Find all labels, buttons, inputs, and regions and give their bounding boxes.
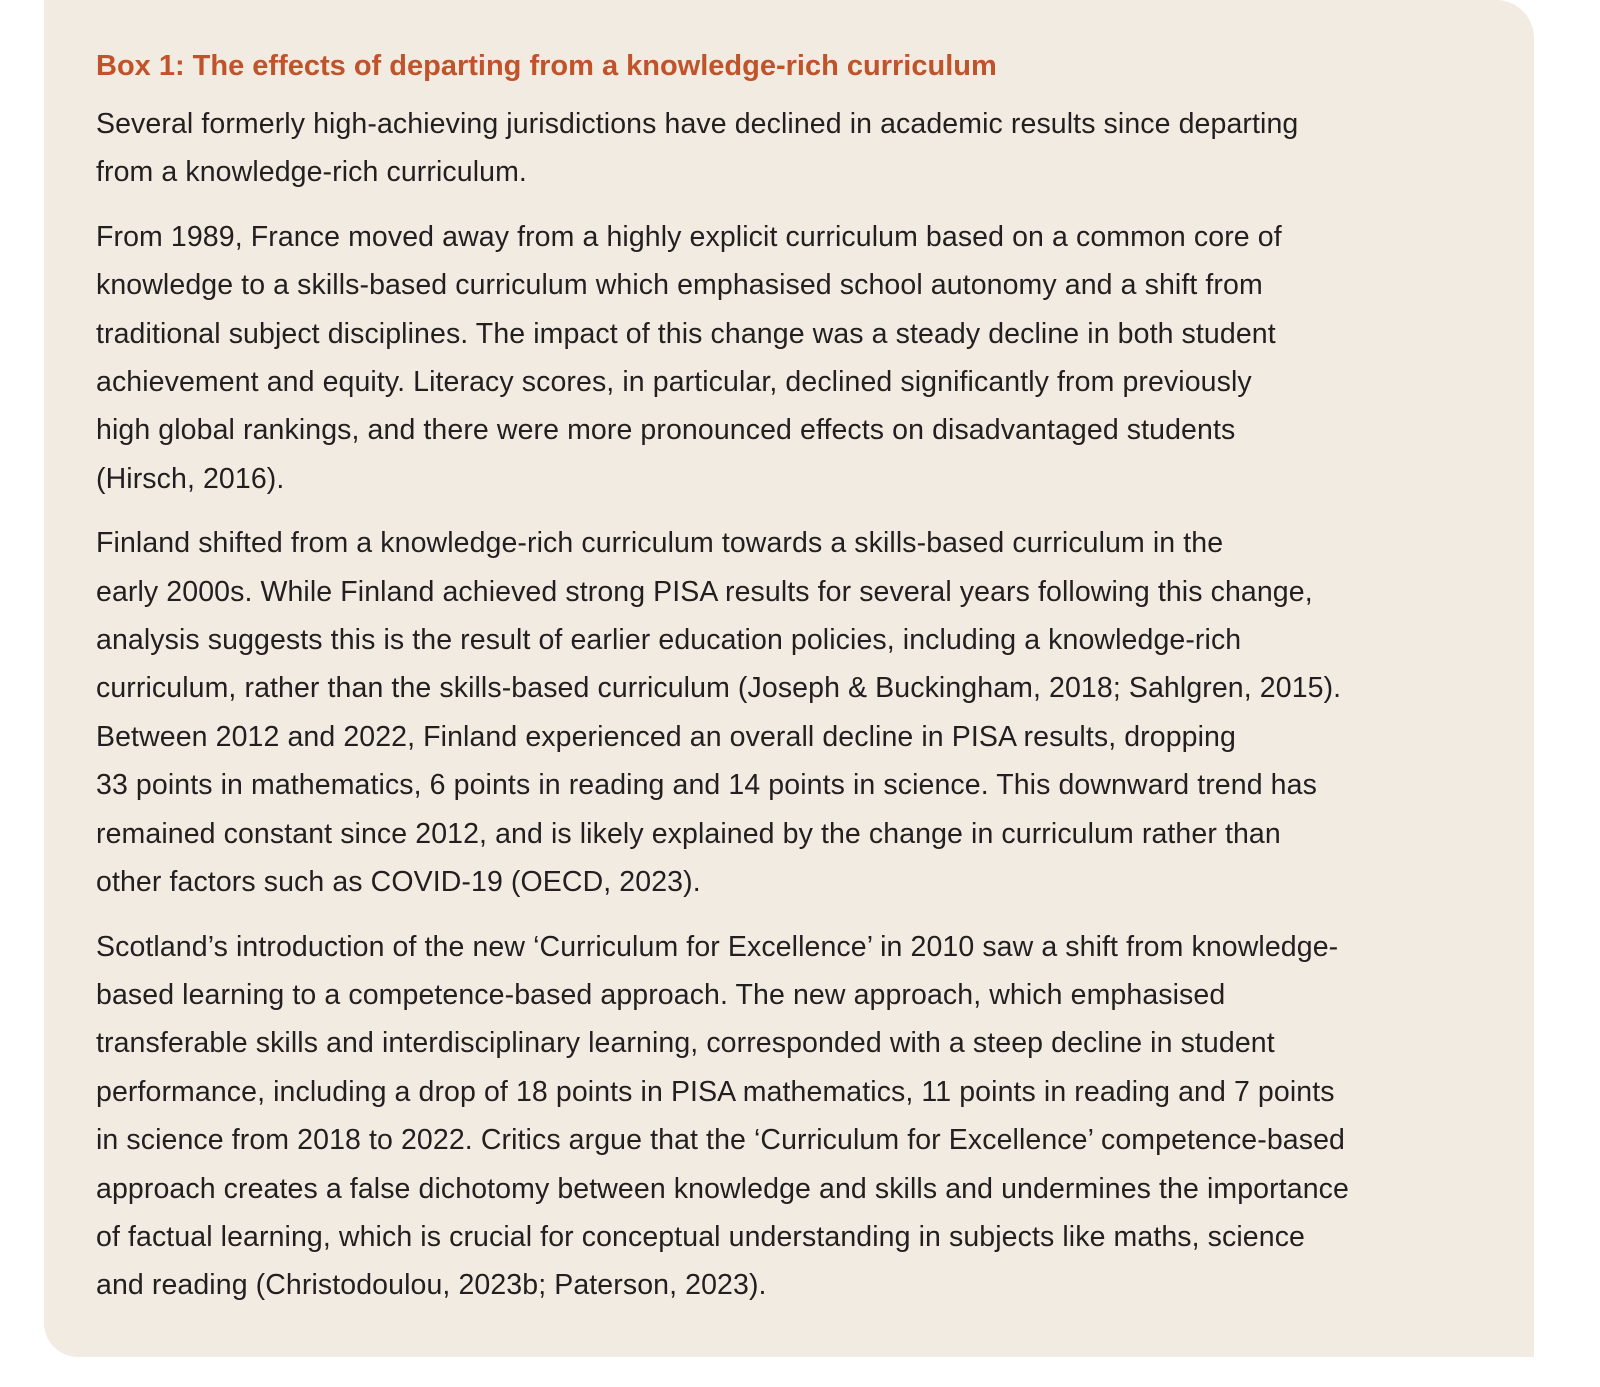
paragraph-line: analysis suggests this is the result of earlier education policies, including a knowledge-rich xyxy=(96,624,1242,657)
paragraph-intro xyxy=(96,100,1494,197)
paragraph-line: based learning to a competence-based approach. The new approach, which emphasised xyxy=(96,978,1226,1011)
paragraph-line: early 2000s. While Finland achieved strong PISA results for several years following this change, xyxy=(96,575,1313,608)
paragraph-line: achievement and equity. Literacy scores, in particular, declined significantly from previously xyxy=(96,366,1252,399)
paragraph-finland xyxy=(96,519,1494,906)
info-box xyxy=(44,0,1534,1357)
paragraph-line: of factual learning, which is crucial for conceptual understanding in subjects like maths, science xyxy=(96,1220,1306,1253)
paragraph-line: Several formerly high-achieving jurisdictions have declined in academic results since departing xyxy=(96,108,1299,140)
paragraph-line: remained constant since 2012, and is likely explained by the change in curriculum rather than xyxy=(96,817,1281,850)
paragraph-line: curriculum, rather than the skills-based curriculum (Joseph & Buckingham, 2018; Sahlgren, 2015). xyxy=(96,672,1342,705)
paragraph-line: and reading (Christodoulou, 2023b; Paterson, 2023). xyxy=(96,1269,767,1302)
paragraph-line: Finland shifted from a knowledge-rich curriculum towards a skills-based curriculum in the xyxy=(96,527,1224,560)
box-title: Box 1: The effects of departing from a knowledge-rich curriculum xyxy=(96,50,997,82)
paragraph-france xyxy=(96,213,1494,503)
paragraph-line: approach creates a false dichotomy between knowledge and skills and undermines the importance xyxy=(96,1172,1349,1205)
paragraph-line: Between 2012 and 2022, Finland experienced an overall decline in PISA results, dropping xyxy=(96,720,1236,753)
paragraph-line: from a knowledge-rich curriculum. xyxy=(96,156,527,189)
paragraph-line: Scotland’s introduction of the new ‘Curriculum for Excellence’ in 2010 saw a shift from knowledge- xyxy=(96,930,1339,963)
paragraph-line: transferable skills and interdisciplinary learning, corresponded with a steep decline in student xyxy=(96,1027,1275,1060)
paragraph-line: other factors such as COVID-19 (OECD, 2023). xyxy=(96,866,701,899)
paragraph-line: performance, including a drop of 18 points in PISA mathematics, 11 points in reading and 7 points xyxy=(96,1075,1335,1108)
paragraph-line: traditional subject disciplines. The impact of this change was a steady decline in both student xyxy=(96,317,1276,350)
paragraph-scotland xyxy=(96,923,1494,1310)
paragraph-line: From 1989, France moved away from a highly explicit curriculum based on a common core of xyxy=(96,220,1282,253)
paragraph-line: high global rankings, and there were more pronounced effects on disadvantaged students xyxy=(96,414,1236,447)
paragraph-line: (Hirsch, 2016). xyxy=(96,462,285,495)
paragraph-line: 33 points in mathematics, 6 points in reading and 14 points in science. This downward trend has xyxy=(96,769,1317,802)
paragraph-line: knowledge to a skills-based curriculum which emphasised school autonomy and a shift from xyxy=(96,269,1263,302)
paragraph-line: in science from 2018 to 2022. Critics argue that the ‘Curriculum for Excellence’ competence-based xyxy=(96,1124,1346,1157)
